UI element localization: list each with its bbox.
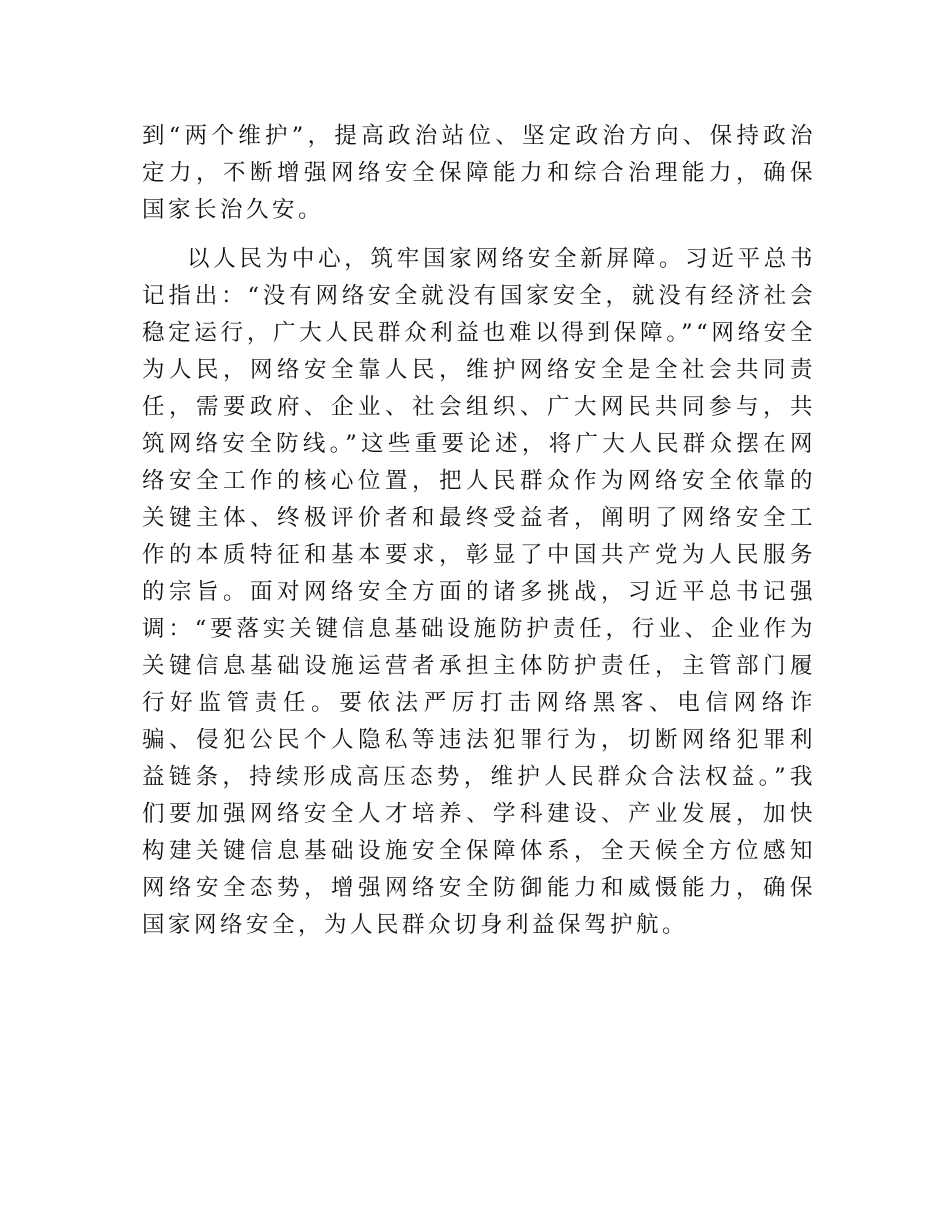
paragraph-1: 到“两个维护”，提高政治站位、坚定政治方向、保持政治定力，不断增强网络安全保障能力和综合治理能力，确保国家长治久安。 — [142, 123, 816, 223]
document-body — [142, 118, 816, 944]
paragraph-2: 以人民为中心，筑牢国家网络安全新屏障。习近平总书记指出：“没有网络安全就没有国家安全，就没有经济社会稳定运行，广大人民群众利益也难以得到保障。”“网络安全为人民，网络安全靠人民，维护网络安全是全社会共同责任，需要政府、企业、社会组织、广大网民共同参与，共筑网络安全防线。”这些重要论述，将广大人民群众摆在网络安全工作的核心位置，把人民群众作为网络安全依靠的关键主体、终极评价者和最终受益者，阐明了网络安全工作的本质特征和基本要求，彰显了中国共产党为人民服务的宗旨。面对网络安全方面的诸多挑战，习近平总书记强调：“要落实关键信息基础设施防护责任，行业、企业作为关键信息基础设施运营者承担主体防护责任，主管部门履行好监管责任。要依法严厉打击网络黑客、电信网络诈骗、侵犯公民个人隐私等违法犯罪行为，切断网络犯罪利益链条，持续形成高压态势，维护人民群众合法权益。”我们要加强网络安全人才培养、学科建设、产业发展，加快构建关键信息基础设施安全保障体系，全天候全方位感知网络安全态势，增强网络安全防御能力和威慑能力，确保国家网络安全，为人民群众切身利益保驾护航。 — [142, 246, 816, 938]
